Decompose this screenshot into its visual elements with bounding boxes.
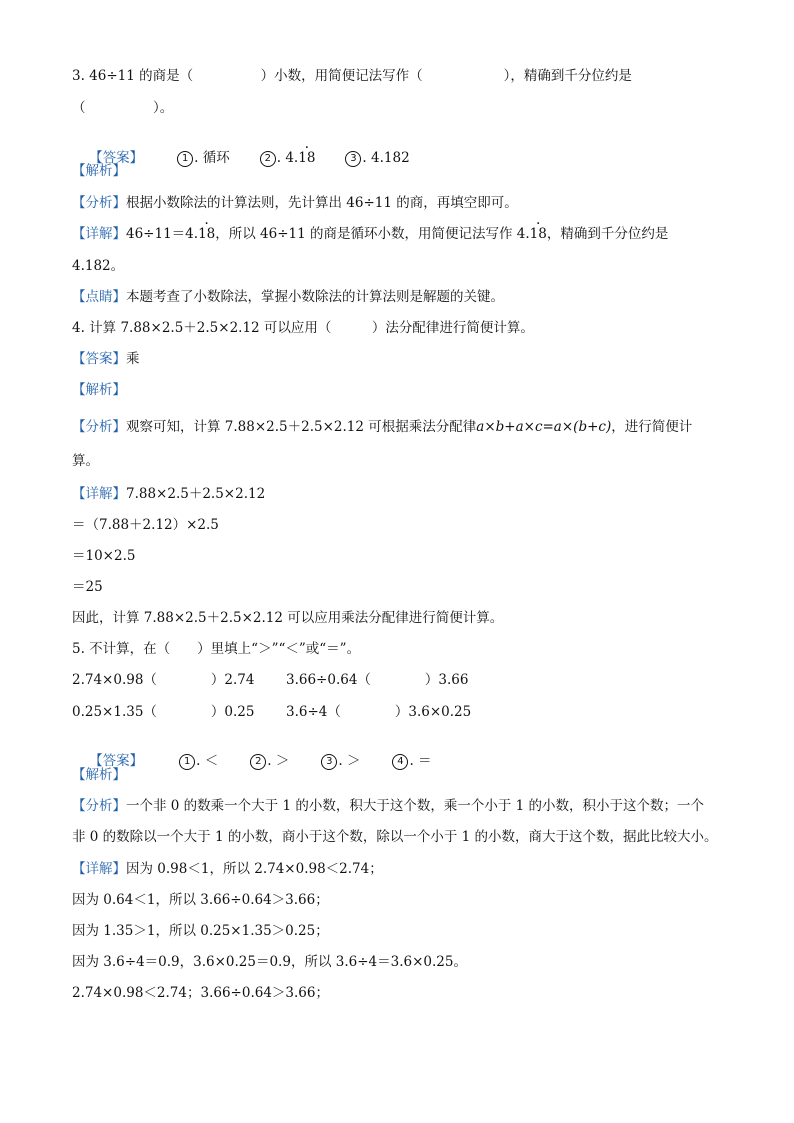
q3-answer-2-prefix: . 4. — [276, 150, 299, 166]
q3-xiangjie-line1 — [72, 225, 668, 243]
jiexi-tag: 【解析】 — [72, 163, 126, 179]
circled-number-4: 4 — [392, 754, 408, 770]
circled-number-2: 2 — [260, 151, 276, 167]
q5-answer-4: . ＝ — [409, 753, 432, 769]
q4-xiangjie-line — [72, 485, 265, 503]
circled-number-3: 3 — [345, 151, 361, 167]
circled-number-3: 3 — [321, 754, 337, 770]
jiexi-tag: 【解析】 — [72, 767, 126, 783]
q3-answer-1: . 循环 — [194, 150, 230, 166]
fenxi-tag: 【分析】 — [72, 798, 126, 814]
distributive-law-formula: a×b+a×c=a×(b+c) — [476, 419, 612, 435]
q4-step-4: ＝25 — [72, 579, 103, 595]
q3-fenxi-line — [72, 194, 518, 212]
fenxi-tag: 【分析】 — [72, 419, 126, 435]
q5-row2-right: 3.6÷4（ ）3.6×0.25 — [286, 704, 472, 720]
q5-row1-left: 2.74×0.98（ ）2.74 — [72, 672, 255, 688]
answer-tag: 【答案】 — [89, 753, 144, 769]
q4-step-3: ＝10×2.5 — [72, 548, 136, 564]
q4-jiexi-tag — [72, 381, 126, 399]
circled-number-2: 2 — [250, 754, 266, 770]
q5-answer-3: . ＞ — [338, 753, 361, 769]
q5-fenxi-text-1: 一个非 0 的数乘一个大于 1 的小数，积大于这个数，乘一个小于 1 的小数，积小于这个数；一个 — [126, 798, 705, 814]
q4-fenxi-text-a: 观察可知，计算 7.88×2.5＋2.5×2.12 可根据乘法分配律 — [126, 419, 477, 435]
q4-fenxi-line2: 算。 — [72, 453, 99, 469]
q5-xiangjie-line — [72, 860, 383, 878]
q3-xiangjie-repeating-2: · 18 — [530, 225, 547, 243]
q3-xiangjie-text-c: ，所以 46÷11 的商是循环小数，用简便记法写作 4. — [215, 226, 530, 242]
q5-detail-1: 因为 0.98＜1，所以 2.74×0.98＜2.74； — [126, 861, 383, 877]
dianjing-tag: 【点睛】 — [72, 289, 126, 305]
q4-answer: 乘 — [126, 351, 140, 367]
q5-detail-2: 因为 0.64＜1，所以 3.66÷0.64＞3.66； — [72, 892, 329, 908]
q5-answer-1: . ＜ — [196, 753, 219, 769]
q3-answer-3: . 4.182 — [362, 150, 410, 166]
q5-jiexi-tag — [72, 766, 126, 784]
q5-detail-3: 因为 1.35＞1，所以 0.25×1.35＞0.25； — [72, 923, 329, 939]
q5-fenxi-line2: 非 0 的数除以一个大于 1 的小数，商小于这个数，除以一个小于 1 的小数，商大于这个数，据此比较大小。 — [72, 829, 718, 845]
q3-xiangjie-line2: 4.182。 — [72, 258, 125, 274]
q5-row2-left: 0.25×1.35（ ）0.25 — [72, 704, 255, 720]
q3-dianjing-line — [72, 288, 504, 306]
q3-fenxi-text: 根据小数除法的计算法则，先计算出 46÷11 的商，再填空即可。 — [126, 195, 518, 211]
xiangjie-tag: 【详解】 — [72, 861, 126, 877]
q3-answer-2-repeating: · 18 — [298, 149, 315, 167]
circled-number-1: 1 — [177, 151, 193, 167]
q5-row1-right: 3.66÷0.64（ ）3.66 — [286, 672, 469, 688]
q3-stem-line1: 3. 46÷11 的商是（ ）小数，用简便记法写作（ ），精确到千分位约是 — [72, 68, 632, 84]
q4-fenxi-text-b: ，进行简便计 — [611, 419, 693, 435]
q4-answer-line — [72, 350, 140, 368]
q3-stem-line2: （ ）。 — [72, 100, 174, 116]
answer-tag: 【答案】 — [72, 351, 126, 367]
q4-step-1: 7.88×2.5＋2.5×2.12 — [126, 486, 266, 502]
jiexi-tag: 【解析】 — [72, 382, 126, 398]
q5-answer-2: . ＞ — [267, 753, 290, 769]
circled-number-1: 1 — [179, 754, 195, 770]
q3-jiexi-tag — [72, 162, 126, 180]
q5-detail-5: 2.74×0.98＜2.74；3.66÷0.64＞3.66； — [72, 985, 329, 1001]
q3-xiangjie-text-e: ，精确到千分位约是 — [546, 226, 669, 242]
q4-fenxi-line1 — [72, 418, 692, 436]
fenxi-tag: 【分析】 — [72, 195, 126, 211]
q4-conclusion: 因此，计算 7.88×2.5＋2.5×2.12 可以应用乘法分配律进行简便计算。 — [72, 610, 504, 626]
q5-fenxi-line1 — [72, 797, 704, 815]
xiangjie-tag: 【详解】 — [72, 226, 126, 242]
q3-dianjing-text: 本题考查了小数除法，掌握小数除法的计算法则是解题的关键。 — [126, 289, 504, 305]
xiangjie-tag: 【详解】 — [72, 486, 126, 502]
q5-detail-4: 因为 3.6÷4＝0.9，3.6×0.25＝0.9，所以 3.6÷4＝3.6×0.25。 — [72, 954, 467, 970]
q3-xiangjie-text-a: 46÷11＝4. — [126, 226, 199, 242]
q5-stem: 5. 不计算，在（ ）里填上“＞”“＜”或“＝”。 — [72, 641, 361, 657]
q3-xiangjie-repeating-1: · 18 — [198, 225, 215, 243]
q4-stem: 4. 计算 7.88×2.5＋2.5×2.12 可以应用（ ）法分配律进行简便计算。 — [72, 320, 534, 336]
q4-step-2: ＝（7.88＋2.12）×2.5 — [72, 517, 219, 533]
answer-tag: 【答案】 — [89, 150, 144, 166]
